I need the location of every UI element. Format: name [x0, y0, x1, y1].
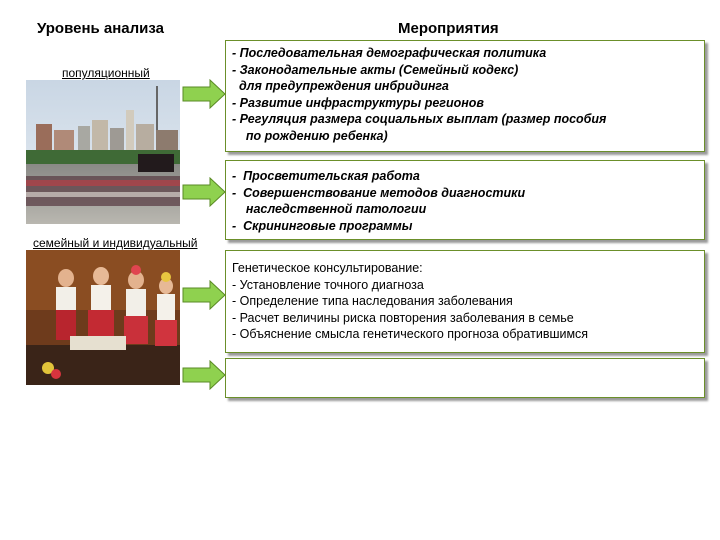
measure-line: - Просветительская работа — [232, 169, 420, 183]
measure-line: - Законодательные акты (Семейный кодекс) — [232, 62, 519, 77]
measure-line: - Определение типа наследования заболевания — [232, 294, 513, 308]
measure-line: - Регуляция размера социальных выплат (размер пособия — [232, 112, 607, 126]
level-header: Уровень анализа — [37, 20, 164, 37]
measure-line: Генетическое консультирование: — [232, 261, 423, 275]
measure-line: - Скрининговые программы — [232, 218, 413, 233]
measure-line: по рождению ребенка) — [232, 128, 388, 143]
measure-line: - Объяснение смысла генетического прогноза обратившимся — [232, 327, 589, 341]
measure-line: - Расчет величины риска повторения заболевания в семье — [232, 310, 574, 325]
measures-box-empty — [225, 358, 705, 398]
measure-line: - Последовательная демографическая политика — [232, 46, 547, 60]
arrow-4-icon — [182, 360, 226, 390]
arrow-2-icon — [182, 177, 226, 207]
crowd-photo — [26, 80, 180, 224]
arrow-3-icon — [182, 280, 226, 310]
measures-box-population-2 — [225, 160, 705, 240]
measure-line: - Установление точного диагноза — [232, 277, 424, 292]
measures-header: Мероприятия — [398, 20, 499, 37]
measure-line: для предупреждения инбридинга — [232, 79, 449, 93]
measures-box-family — [225, 250, 705, 353]
measures-box-population — [225, 40, 705, 152]
arrow-1-icon — [182, 79, 226, 109]
measure-line: наследственной патологии — [232, 202, 427, 216]
population-level-label: популяционный — [62, 66, 150, 80]
measure-line: - Развитие инфраструктуры регионов — [232, 95, 484, 110]
measure-line: - Совершенствование методов диагностики — [232, 185, 526, 200]
family-level-label: семейный и индивидуальный — [33, 236, 198, 250]
folk-costume-photo — [26, 250, 180, 385]
